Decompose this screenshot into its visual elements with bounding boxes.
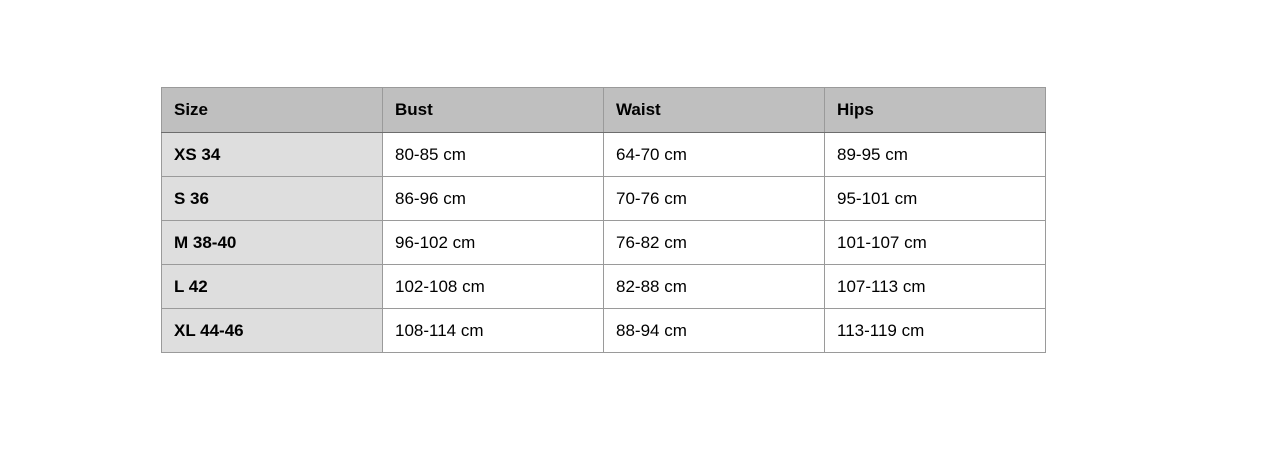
- cell-size: XL 44-46: [162, 309, 383, 353]
- cell-bust: 80-85 cm: [383, 133, 604, 177]
- cell-size: M 38-40: [162, 221, 383, 265]
- table-body: [162, 133, 1046, 353]
- cell-waist: 88-94 cm: [604, 309, 825, 353]
- cell-hips: 113-119 cm: [825, 309, 1046, 353]
- cell-hips: 101-107 cm: [825, 221, 1046, 265]
- cell-waist: 70-76 cm: [604, 177, 825, 221]
- cell-bust: 108-114 cm: [383, 309, 604, 353]
- column-header-hips: Hips: [825, 88, 1046, 133]
- cell-waist: 64-70 cm: [604, 133, 825, 177]
- cell-size: S 36: [162, 177, 383, 221]
- cell-bust: 86-96 cm: [383, 177, 604, 221]
- size-chart-table: [161, 87, 1046, 353]
- column-header-size: Size: [162, 88, 383, 133]
- column-header-bust: Bust: [383, 88, 604, 133]
- table-row: [162, 221, 1046, 265]
- table-row: [162, 265, 1046, 309]
- column-header-waist: Waist: [604, 88, 825, 133]
- cell-bust: 102-108 cm: [383, 265, 604, 309]
- cell-size: L 42: [162, 265, 383, 309]
- table-header: [162, 88, 1046, 133]
- cell-bust: 96-102 cm: [383, 221, 604, 265]
- cell-waist: 82-88 cm: [604, 265, 825, 309]
- table-header-row: [162, 88, 1046, 133]
- cell-waist: 76-82 cm: [604, 221, 825, 265]
- table-row: [162, 177, 1046, 221]
- table-row: [162, 133, 1046, 177]
- cell-hips: 107-113 cm: [825, 265, 1046, 309]
- size-chart-container: [161, 87, 1045, 353]
- cell-hips: 95-101 cm: [825, 177, 1046, 221]
- cell-size: XS 34: [162, 133, 383, 177]
- cell-hips: 89-95 cm: [825, 133, 1046, 177]
- table-row: [162, 309, 1046, 353]
